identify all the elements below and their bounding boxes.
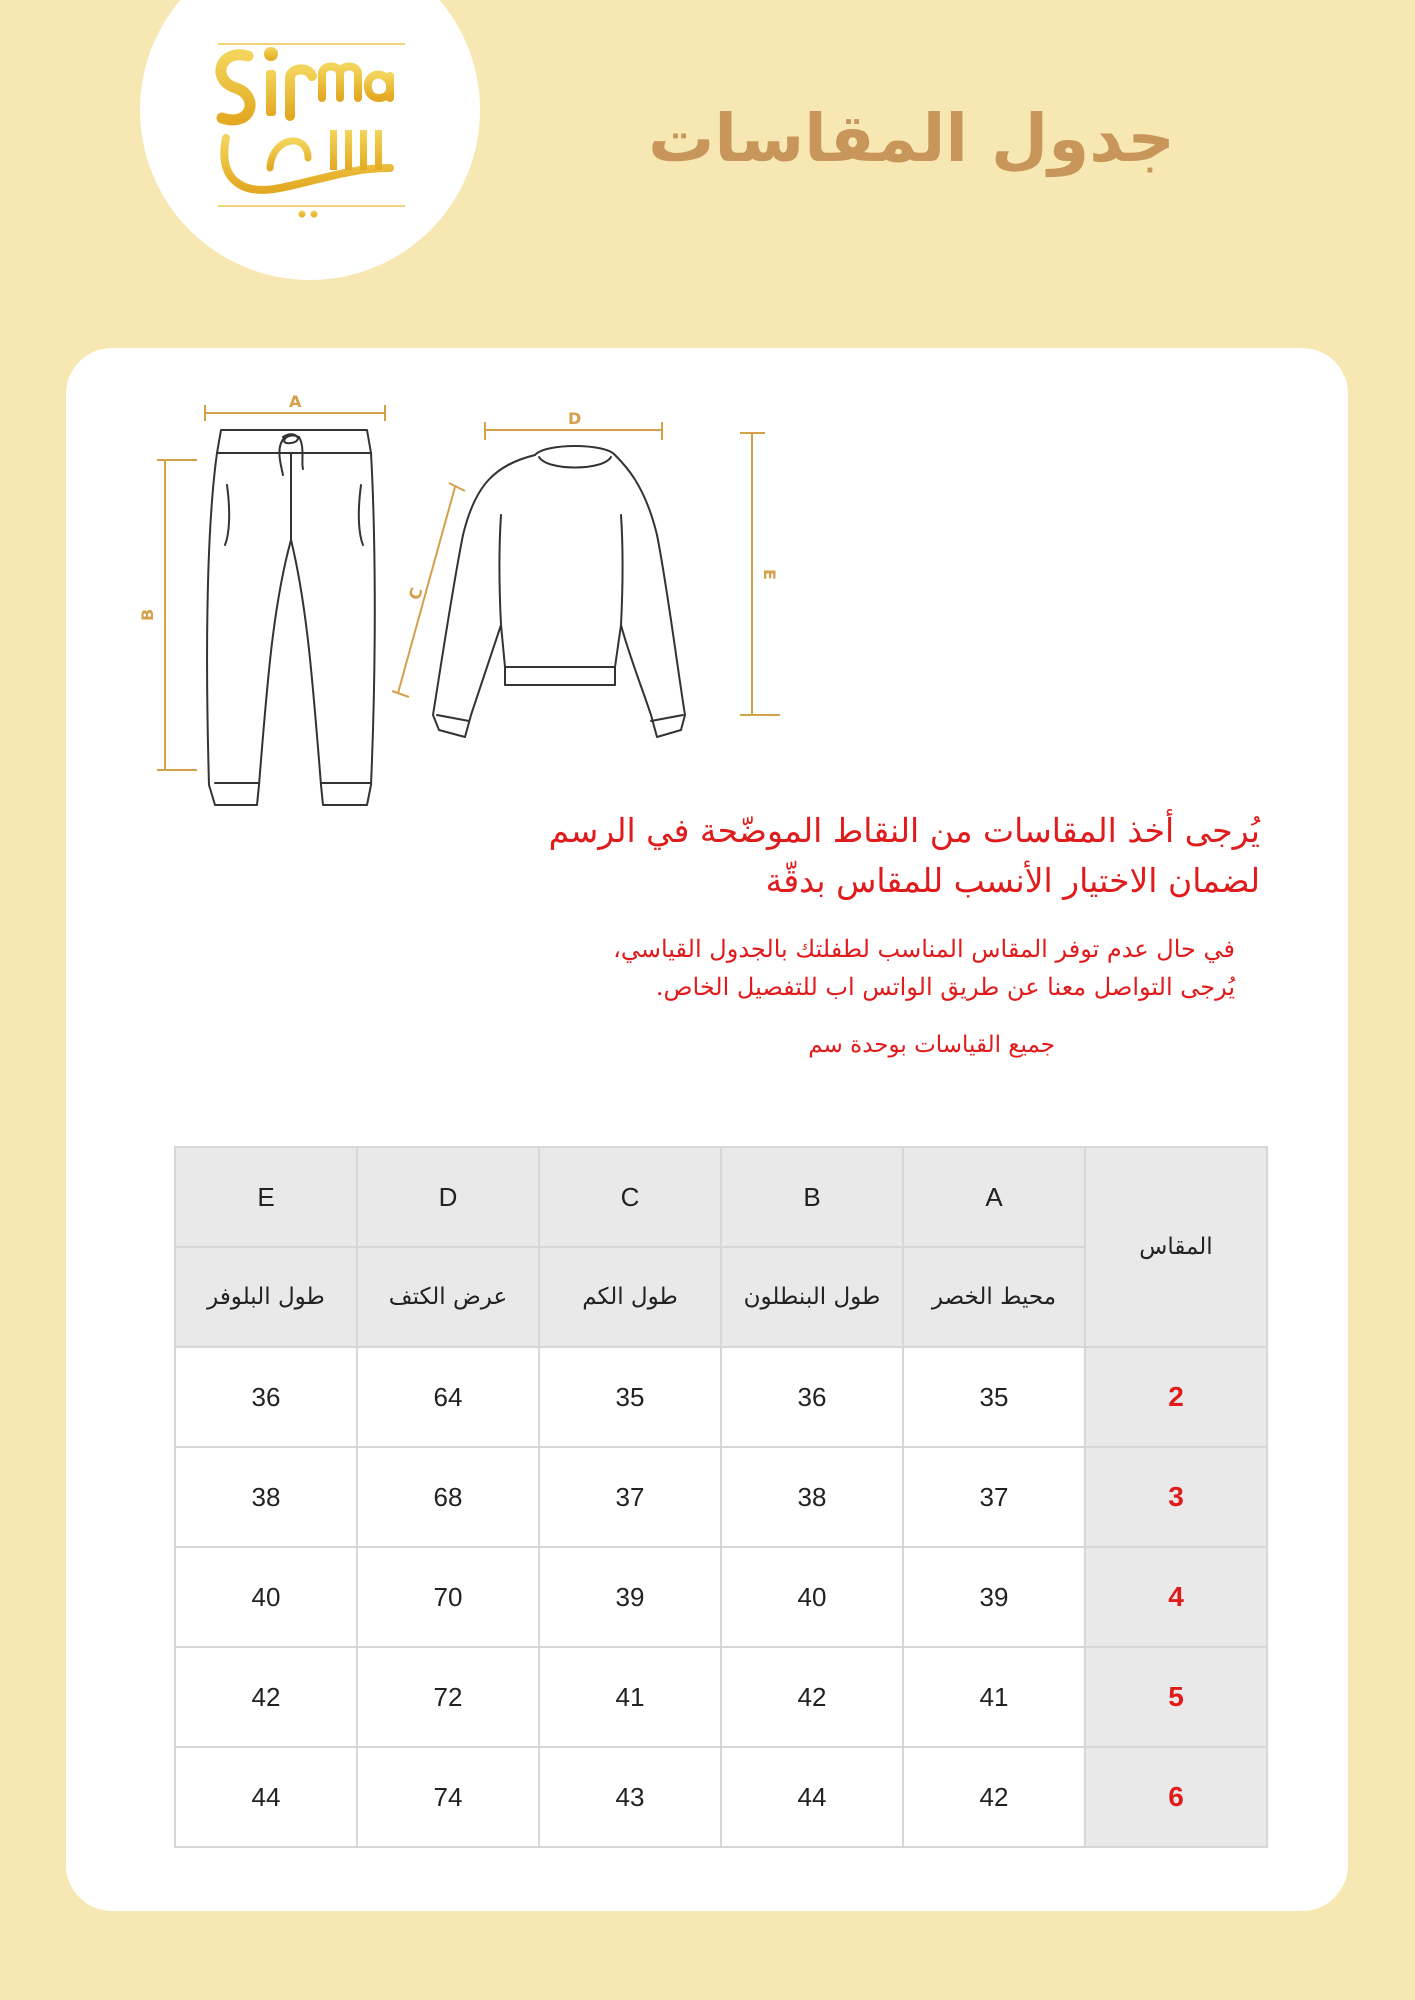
column-label: عرض الكتف (357, 1247, 539, 1347)
table-cell: 41 (539, 1647, 721, 1747)
column-letter: D (357, 1147, 539, 1247)
measurement-instructions (360, 806, 1260, 906)
table-cell: 42 (175, 1647, 357, 1747)
size-cell: 6 (1085, 1747, 1267, 1847)
column-letter: A (903, 1147, 1085, 1247)
table-cell: 41 (903, 1647, 1085, 1747)
size-chart-table (174, 1146, 1268, 1848)
table-cell: 37 (903, 1447, 1085, 1547)
table-cell: 40 (721, 1547, 903, 1647)
logo-latin-text: sirma (312, 221, 315, 222)
size-column-header: المقاس (1085, 1147, 1267, 1347)
table-cell: 39 (903, 1547, 1085, 1647)
table-cell: 40 (175, 1547, 357, 1647)
page-title: جدول المقاسات (648, 100, 1175, 177)
table-header-letters (175, 1147, 1267, 1247)
table-cell: 70 (357, 1547, 539, 1647)
sweater-sketch (433, 446, 685, 737)
measurement-diagram (135, 385, 795, 815)
column-letter: C (539, 1147, 721, 1247)
pants-sketch (207, 430, 375, 805)
table-cell: 36 (175, 1347, 357, 1447)
column-label: محيط الخصر (903, 1247, 1085, 1347)
table-cell: 38 (175, 1447, 357, 1547)
column-letter: B (721, 1147, 903, 1247)
table-cell: 39 (539, 1547, 721, 1647)
table-cell: 43 (539, 1747, 721, 1847)
table-cell: 44 (175, 1747, 357, 1847)
size-cell: 3 (1085, 1447, 1267, 1547)
table-cell: 42 (903, 1747, 1085, 1847)
note-line-1: في حال عدم توفر المقاس المناسب لطفلتك بالجدول القياسي، (613, 935, 1235, 963)
table-cell: 36 (721, 1347, 903, 1447)
instruction-line-2: لضمان الاختيار الأنسب للمقاس بدقّة (765, 861, 1260, 900)
table-cell: 72 (357, 1647, 539, 1747)
size-cell: 2 (1085, 1347, 1267, 1447)
table-row (175, 1347, 1267, 1447)
table-cell: 35 (539, 1347, 721, 1447)
table-cell: 35 (903, 1347, 1085, 1447)
column-letter: E (175, 1147, 357, 1247)
table-cell: 44 (721, 1747, 903, 1847)
label-c: C (404, 585, 427, 602)
label-d: D (568, 409, 582, 428)
label-e: E (760, 569, 779, 580)
table-row (175, 1647, 1267, 1747)
table-cell: 68 (357, 1447, 539, 1547)
brand-logo (200, 18, 425, 233)
table-cell: 37 (539, 1447, 721, 1547)
label-b: B (138, 608, 157, 621)
units-note: جميع القياسات بوحدة سم (808, 1032, 1055, 1058)
table-cell: 42 (721, 1647, 903, 1747)
note-line-2: يُرجى التواصل معنا عن طريق الواتس اب للتفصيل الخاص. (655, 973, 1235, 1001)
table-cell: 38 (721, 1447, 903, 1547)
column-label: طول البنطلون (721, 1247, 903, 1347)
table-cell: 64 (357, 1347, 539, 1447)
column-label: طول البلوفر (175, 1247, 357, 1347)
size-cell: 5 (1085, 1647, 1267, 1747)
instruction-line-1: يُرجى أخذ المقاسات من النقاط الموضّحة في الرسم (548, 811, 1260, 850)
table-row (175, 1447, 1267, 1547)
table-row (175, 1747, 1267, 1847)
table-row (175, 1547, 1267, 1647)
size-cell: 4 (1085, 1547, 1267, 1647)
column-label: طول الكم (539, 1247, 721, 1347)
table-cell: 74 (357, 1747, 539, 1847)
label-a: A (289, 392, 302, 411)
custom-size-note (335, 930, 1235, 1006)
